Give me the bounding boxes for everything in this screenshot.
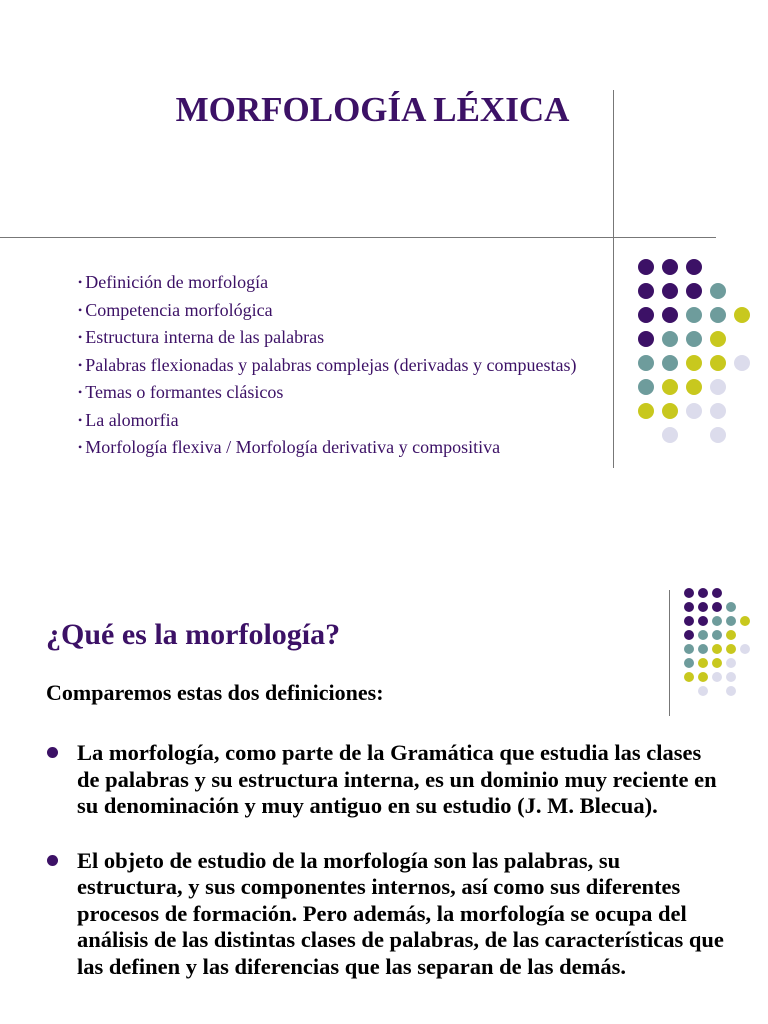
- decor-dot: [710, 283, 726, 299]
- decor-dot: [734, 307, 750, 323]
- bullet-icon: •: [78, 330, 83, 344]
- decor-dot: [662, 403, 678, 419]
- decor-dot: [684, 672, 694, 682]
- decor-dot: [684, 588, 694, 598]
- list-item: [78, 300, 598, 321]
- decor-dot: [726, 630, 736, 640]
- list-item-text: El objeto de estudio de la morfología son las palabras, su estructura, y sus componentes internos, así como sus diferentes procesos de formación. Pero además, la morfología se ocupa del análisis de las distintas clases de palabras, de las características que las definen y las diferencias que las separan de las demás.: [77, 847, 724, 979]
- decor-dot: [740, 644, 750, 654]
- slide-subtitle: Comparemos estas dos definiciones:: [46, 680, 384, 705]
- decor-dot: [662, 307, 678, 323]
- decor-dot: [684, 602, 694, 612]
- decor-dot: [698, 588, 708, 598]
- decor-dot: [662, 283, 678, 299]
- decor-dot: [686, 259, 702, 275]
- decor-dot: [726, 672, 736, 682]
- decor-dot: [684, 658, 694, 668]
- list-item-text: La alomorfia: [85, 409, 179, 430]
- decor-dot: [638, 355, 654, 371]
- list-item: [47, 740, 727, 820]
- vertical-divider: [669, 590, 670, 716]
- list-item: [47, 848, 727, 981]
- decor-dot: [662, 355, 678, 371]
- slide-2: [0, 540, 768, 1024]
- list-item: [78, 382, 598, 403]
- decor-dot: [686, 283, 702, 299]
- decor-dot: [686, 331, 702, 347]
- decor-dot: [698, 602, 708, 612]
- decor-dot: [712, 672, 722, 682]
- decor-dot: [726, 602, 736, 612]
- decor-dot: [712, 644, 722, 654]
- topic-list: [78, 272, 598, 465]
- decor-dot: [638, 259, 654, 275]
- list-item: [78, 410, 598, 431]
- list-item-text: Morfología flexiva / Morfología derivativa y compositiva: [85, 437, 501, 457]
- list-item-text: Palabras flexionadas y palabras complejas (derivadas y compuestas): [85, 354, 577, 375]
- horizontal-divider: [0, 237, 716, 238]
- decor-dot: [698, 686, 708, 696]
- decor-dot: [662, 427, 678, 443]
- decor-dot: [698, 630, 708, 640]
- vertical-divider: [613, 90, 614, 468]
- list-item-text: La morfología, como parte de la Gramática que estudia las clases de palabras y su estructura interna, es un dominio muy reciente en su denominación y muy antiguo en su estudio (J. M. Blecua).: [77, 740, 717, 818]
- list-item-text: Definición de morfología: [85, 272, 269, 292]
- decor-dot: [662, 379, 678, 395]
- decor-dot: [712, 658, 722, 668]
- decor-dot: [686, 355, 702, 371]
- decor-dot: [726, 616, 736, 626]
- decor-dot: [712, 602, 722, 612]
- definition-list: [47, 740, 727, 1008]
- decor-dot: [710, 307, 726, 323]
- bullet-icon: [47, 855, 58, 866]
- decor-dot: [712, 616, 722, 626]
- decor-dot: [740, 616, 750, 626]
- decor-dot: [662, 259, 678, 275]
- decor-dot: [698, 672, 708, 682]
- decor-dot: [662, 331, 678, 347]
- decor-dot: [638, 403, 654, 419]
- slide-title: MORFOLOGÍA LÉXICA: [175, 90, 570, 129]
- decor-dot: [710, 403, 726, 419]
- decor-dot: [684, 616, 694, 626]
- decor-dot: [726, 686, 736, 696]
- decor-dot: [638, 307, 654, 323]
- bullet-icon: •: [78, 357, 83, 372]
- decor-dot: [684, 630, 694, 640]
- decor-dot: [638, 283, 654, 299]
- list-item: [78, 355, 598, 376]
- decor-dot: [734, 355, 750, 371]
- decor-dot: [710, 355, 726, 371]
- decor-dot: [698, 644, 708, 654]
- bullet-icon: •: [78, 275, 83, 289]
- list-item-text: Competencia morfológica: [85, 299, 273, 320]
- bullet-icon: •: [78, 302, 83, 317]
- bullet-icon: •: [78, 385, 83, 399]
- list-item-text: Estructura interna de las palabras: [85, 327, 325, 347]
- bullet-icon: •: [78, 412, 83, 427]
- bullet-icon: •: [78, 440, 83, 454]
- decor-dot: [726, 644, 736, 654]
- decor-dot: [710, 427, 726, 443]
- decor-dot: [712, 630, 722, 640]
- list-item: [78, 327, 598, 348]
- slide-title: ¿Qué es la morfología?: [46, 618, 341, 651]
- decor-dot: [638, 379, 654, 395]
- decor-dot: [712, 588, 722, 598]
- decor-dot: [684, 644, 694, 654]
- decor-dot: [686, 403, 702, 419]
- decor-dot: [686, 307, 702, 323]
- decor-dot: [698, 658, 708, 668]
- decor-dot: [710, 379, 726, 395]
- decor-dot: [710, 331, 726, 347]
- decor-dot: [726, 658, 736, 668]
- decor-dot: [698, 616, 708, 626]
- list-item-text: Temas o formantes clásicos: [85, 382, 284, 402]
- bullet-icon: [47, 747, 58, 758]
- list-item: [78, 272, 598, 293]
- list-item: [78, 437, 598, 458]
- decor-dot: [638, 331, 654, 347]
- decor-dot: [686, 379, 702, 395]
